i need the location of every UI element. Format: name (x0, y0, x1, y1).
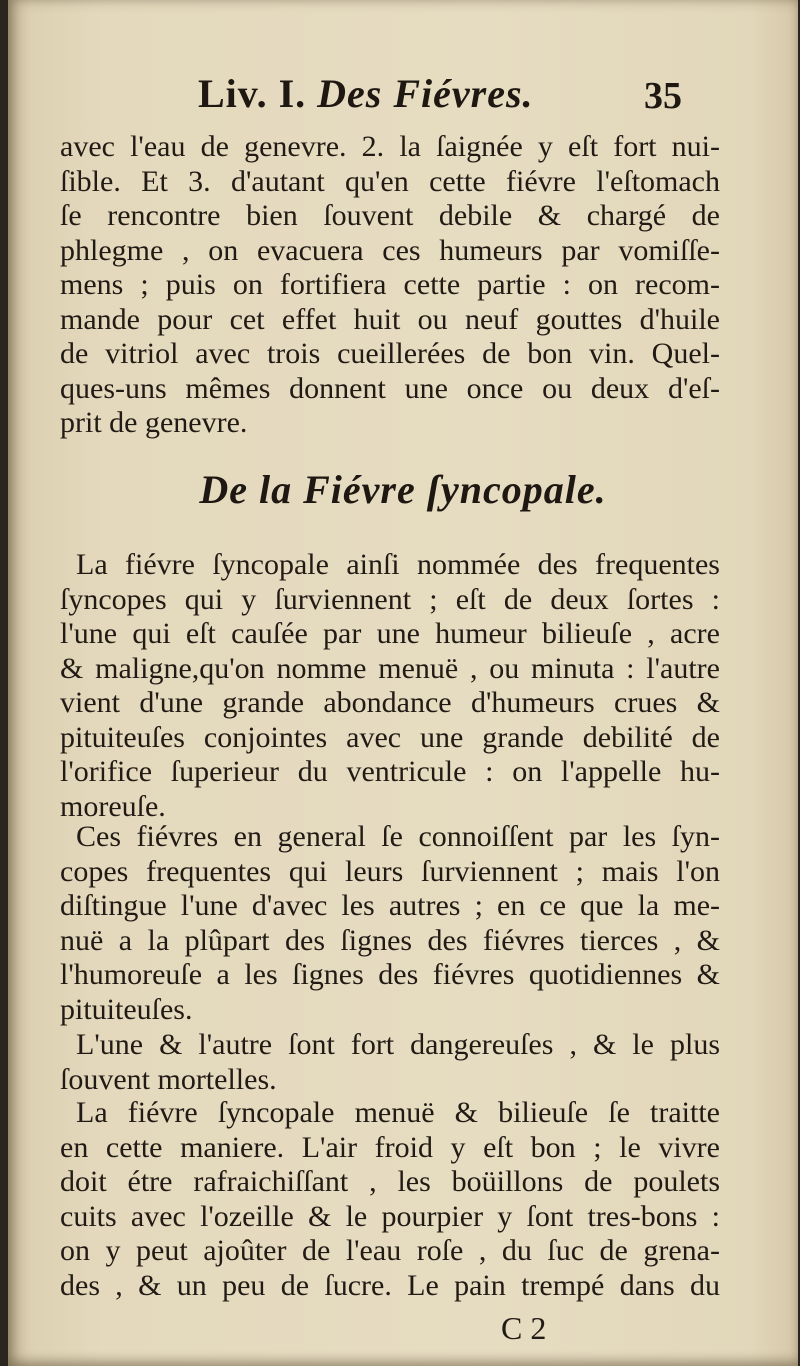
signature-mark: C 2 (501, 1310, 547, 1346)
book-page (8, 0, 798, 1366)
text-line: ſyncopes qui y ſurviennent ; eſt de deux ſortes : (60, 582, 720, 616)
text-line: nuë a la plûpart des ſignes des fiévres tierces , & (60, 923, 720, 957)
text-line: La fiévre ſyncopale ainſi nommée des frequentes (76, 548, 720, 581)
text-line: diſtingue l'une d'avec les autres ; en ce que la me- (60, 889, 720, 922)
text-line: l'orifice ſuperieur du ventricule : on l'appelle hu- (60, 755, 720, 788)
paragraph-treatment (60, 1096, 720, 1303)
text-line: pituiteuſes conjointes avec une grande debilité de (60, 720, 720, 754)
text-line: doit étre rafraichiſſant , les boüillons de poulets (60, 1165, 720, 1198)
text-line: Ces fiévres en general ſe connoiſſent par les ſyn- (76, 820, 720, 853)
text-line: l'une qui eſt cauſée par une humeur bilieuſe , acre (60, 617, 720, 650)
running-title (198, 70, 534, 117)
text-line: mens ; puis on fortifiera cette partie : on recom- (60, 268, 720, 301)
text-line: vient d'une grande abondance d'humeurs crues & (60, 686, 720, 719)
text-line: moreuſe. (60, 789, 166, 823)
text-line: ſouvent mortelles. (60, 1062, 277, 1096)
paragraph-signs (60, 820, 720, 1027)
text-line: avec l'eau de genevre. 2. la ſaignée y eſt fort nui- (60, 130, 720, 163)
paragraph-prognosis (60, 1028, 720, 1097)
text-line: prit de genevre. (60, 406, 248, 439)
paragraph-continued (60, 130, 720, 441)
text-line: des , & un peu de ſucre. Le pain trempé dans du (60, 1268, 720, 1302)
text-line: phlegme , on evacuera ces humeurs par vomiſſe- (60, 233, 720, 267)
text-line: ques-uns mêmes donnent une once ou deux d'eſ- (60, 371, 720, 405)
text-line: & maligne,qu'on nomme menuë , ou minuta : l'autre (60, 651, 720, 685)
text-line: en cette maniere. L'air froid y eſt bon ; le vivre (60, 1130, 720, 1164)
text-line: on y peut ajoûter de l'eau roſe , du ſuc de grena- (60, 1234, 720, 1267)
text-line: cuits avec l'ozeille & le pourpier y ſont tres-bons : (60, 1199, 720, 1233)
text-line: de vitriol avec trois cueillerées de bon vin. Quel- (60, 337, 720, 370)
text-line: La fiévre ſyncopale menuë & bilieuſe ſe traitte (76, 1096, 720, 1129)
section-heading: De la Fiévre ſyncopale. (199, 467, 607, 512)
text-line: ſe rencontre bien ſouvent debile & chargé de (60, 199, 720, 232)
text-line: mande pour cet effet huit ou neuf gouttes d'huile (60, 302, 720, 336)
chapter-title: Des Fiévres. (317, 71, 534, 116)
text-line: L'une & l'autre ſont fort dangereuſes , & le plus (76, 1028, 720, 1061)
text-line: l'humoreuſe a les ſignes des fiévres quotidiennes & (60, 958, 720, 991)
running-head (8, 70, 798, 120)
paragraph-definition (60, 548, 720, 824)
text-line: ſible. Et 3. d'autant qu'en cette fiévre l'eſtomach (60, 164, 720, 198)
book-number: Liv. I. (198, 71, 307, 116)
text-line: pituiteuſes. (60, 992, 193, 1026)
page-number: 35 (644, 75, 682, 117)
text-line: copes frequentes qui leurs ſurviennent ; mais l'on (60, 854, 720, 888)
